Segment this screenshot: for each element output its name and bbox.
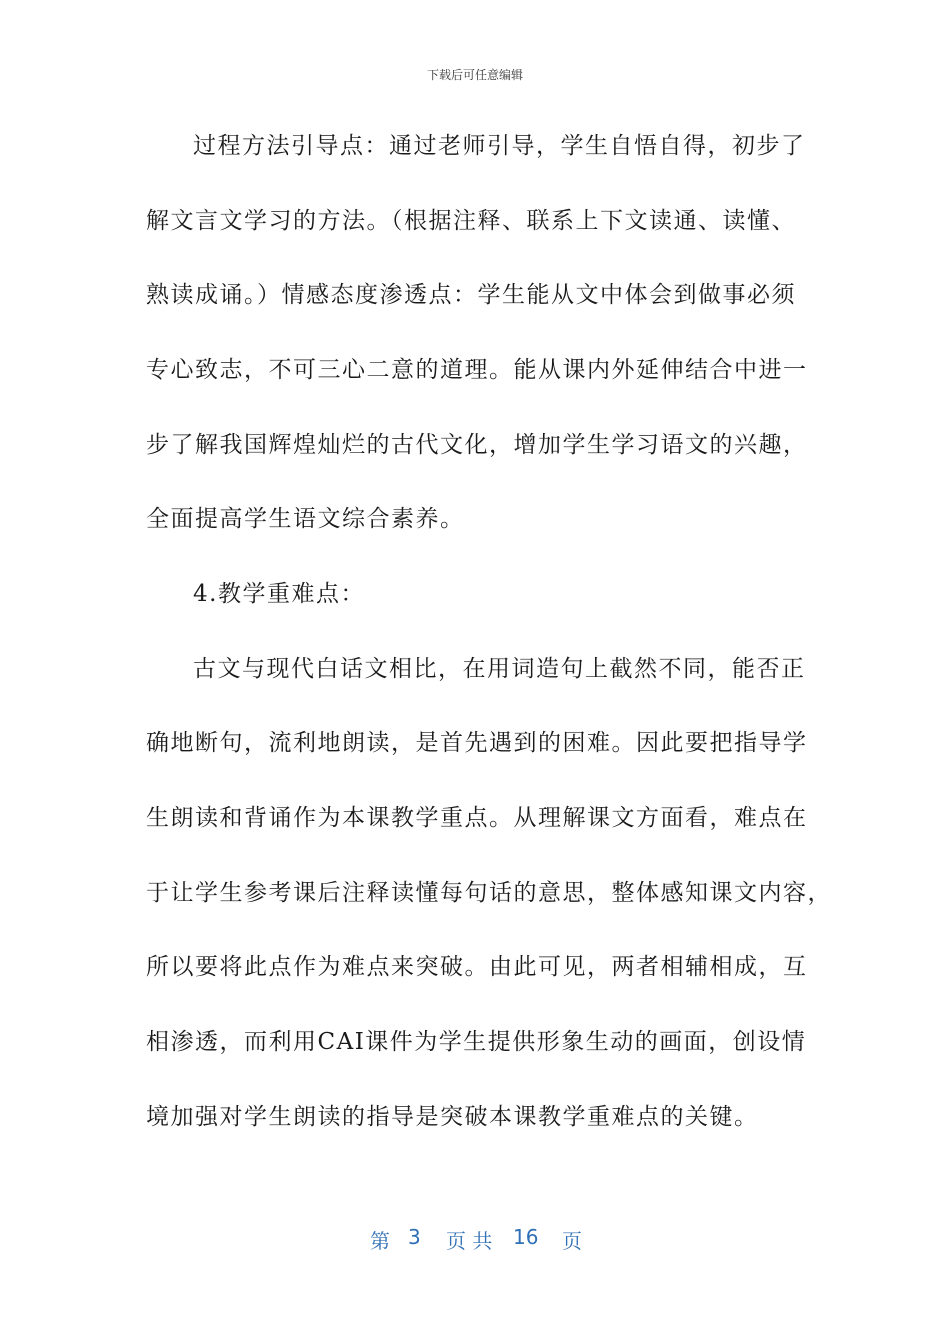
body-line: 专心致志，不可三心二意的道理。能从课内外延伸结合中进一 <box>146 357 808 383</box>
footer-di: 第 <box>370 1229 390 1253</box>
body-line: 于让学生参考课后注释读懂每句话的意思，整体感知课文内容， <box>146 880 832 906</box>
body-line: 所以要将此点作为难点来突破。由此可见，两者相辅相成，互 <box>146 954 808 980</box>
body-line: 过程方法引导点：通过老师引导，学生自悟自得，初步了 <box>193 133 806 159</box>
body-line: 生朗读和背诵作为本课教学重点。从理解课文方面看，难点在 <box>146 805 808 831</box>
body-line: 步了解我国辉煌灿烂的古代文化，增加学生学习语文的兴趣， <box>146 432 808 458</box>
body-line: 相渗透，而利用CAI课件为学生提供形象生动的画面，创设情 <box>146 1029 807 1055</box>
section-heading: 4.教学重难点： <box>193 581 365 607</box>
body-line: 境加强对学生朗读的指导是突破本课教学重难点的关键。 <box>146 1104 759 1130</box>
footer-total-pages: 16 <box>513 1225 539 1249</box>
body-line: 确地断句，流利地朗读，是首先遇到的困难。因此要把指导学 <box>146 730 808 756</box>
footer-ye-gong: 页 共 <box>446 1229 493 1253</box>
footer-ye: 页 <box>562 1229 582 1253</box>
body-line: 解文言文学习的方法。（根据注释、联系上下文读通、读懂、 <box>146 208 796 234</box>
footer-page-number: 3 <box>408 1225 421 1249</box>
page-header: 下载后可任意编辑 <box>426 68 523 82</box>
body-line: 全面提高学生语文综合素养。 <box>146 506 465 532</box>
body-line: 熟读成诵。）情感态度渗透点：学生能从文中体会到做事必须 <box>146 282 796 308</box>
body-line: 古文与现代白话文相比，在用词造句上截然不同，能否正 <box>193 656 806 682</box>
